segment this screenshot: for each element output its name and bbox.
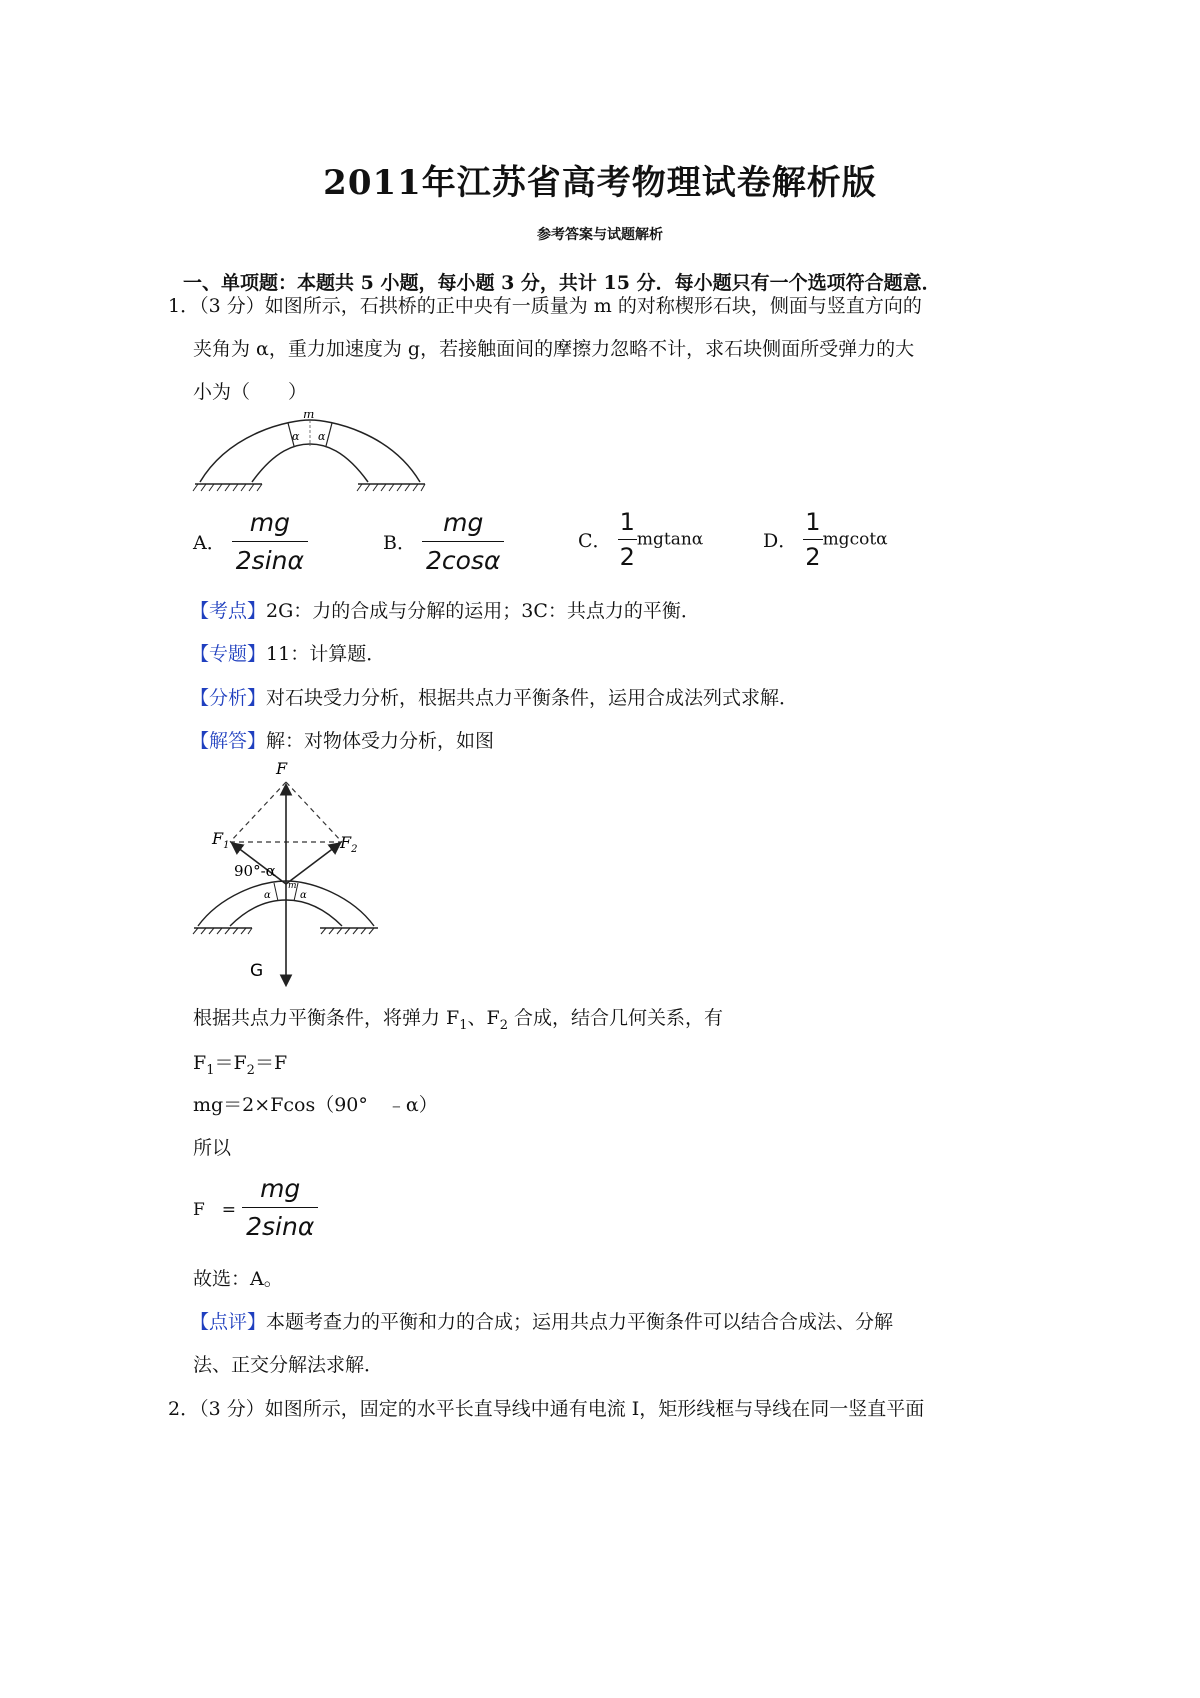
kaodian-text: 2G：力的合成与分解的运用；3C：共点力的平衡． xyxy=(266,600,700,622)
fig1-label-alpha-left: α xyxy=(292,430,300,443)
fig2-label-F2-sub: 2 xyxy=(351,844,358,855)
option-c-numerator: 1 xyxy=(618,508,637,540)
option-d xyxy=(763,508,888,571)
sol1-part-c: 合成，结合几何关系，有 xyxy=(507,1007,724,1029)
option-c xyxy=(578,508,703,571)
fig2-label-angle: 90°-α xyxy=(234,862,276,880)
option-d-tail: mgcotα xyxy=(822,529,888,550)
sol2-sub2: 2 xyxy=(246,1062,255,1078)
sol1-part-b: 、F xyxy=(467,1007,500,1029)
option-c-fraction xyxy=(618,508,637,571)
fig2-label-F2-main: F xyxy=(340,833,352,852)
section-heading: 一、单项题：本题共 5 小题，每小题 3 分，共计 15 分．每小题只有一个选项符合题意． xyxy=(183,272,941,294)
jieda-text: 解：对物体受力分析，如图 xyxy=(266,730,495,752)
fig2-label-F: F xyxy=(276,759,288,778)
option-b-label: B． xyxy=(383,532,416,554)
q1-line3: 小为（ ） xyxy=(193,381,308,403)
zhuanti-text: 11：计算题． xyxy=(266,643,386,665)
sol1-sub1: 1 xyxy=(459,1017,468,1033)
solution-line3: mg＝2×Fcos（90° ﹣α） xyxy=(193,1094,438,1116)
arch-bridge-figure xyxy=(190,412,430,494)
fig2-label-F1 xyxy=(211,829,229,851)
dianping-tag: 【点评】 xyxy=(190,1311,267,1333)
option-b-denominator: 2cosα xyxy=(426,546,501,575)
solution-line4: 所以 xyxy=(193,1137,232,1159)
option-c-tail: mgtanα xyxy=(636,529,704,550)
fig2-label-m: m xyxy=(288,881,297,891)
sol2-part-b: ＝F xyxy=(214,1052,247,1074)
option-c-denominator: 2 xyxy=(619,543,635,571)
option-d-label: D． xyxy=(763,530,798,552)
page-title: 2011年江苏省高考物理试卷解析版 xyxy=(323,163,877,203)
jieda-tag: 【解答】 xyxy=(190,730,267,752)
q2-line1: 2．（3 分）如图所示，固定的水平长直导线中通有电流 I，矩形线框与导线在同一竖直平面 xyxy=(168,1398,925,1420)
fenxi-text: 对石块受力分析，根据共点力平衡条件，运用合成法列式求解． xyxy=(266,687,799,709)
fig2-label-F2 xyxy=(339,833,357,855)
option-b-fraction xyxy=(422,508,504,575)
kaodian-tag: 【考点】 xyxy=(190,600,267,622)
answer-line: 故选：A。 xyxy=(193,1268,283,1290)
sol2-sub1: 1 xyxy=(206,1062,215,1078)
solution-line1 xyxy=(193,1003,723,1033)
fig2-label-F1-main: F xyxy=(212,829,224,848)
fig1-label-m: m xyxy=(303,412,315,421)
option-b-numerator: mg xyxy=(422,508,504,542)
force-diagram-figure xyxy=(190,756,390,992)
fig1-label-alpha-right: α xyxy=(318,430,326,443)
fenxi-tag: 【分析】 xyxy=(190,687,267,709)
dianping-text1: 本题考查力的平衡和力的合成；运用共点力平衡条件可以结合合成法、分解 xyxy=(266,1311,894,1333)
sol2-part-c: ＝F xyxy=(254,1052,288,1074)
page-subtitle: 参考答案与试题解析 xyxy=(537,227,663,243)
sol5-denominator: 2sinα xyxy=(246,1212,315,1241)
option-c-label: C． xyxy=(578,530,612,552)
q1-line1: 1．（3 分）如图所示，石拱桥的正中央有一质量为 m 的对称楔形石块，侧面与竖直方向的 xyxy=(168,295,922,317)
option-b xyxy=(383,508,504,575)
option-a-fraction xyxy=(232,508,308,575)
option-d-fraction xyxy=(803,508,822,571)
sol1-sub2: 2 xyxy=(499,1017,508,1033)
option-a-label: A． xyxy=(193,532,226,554)
sol1-part-a: 根据共点力平衡条件，将弹力 F xyxy=(193,1007,460,1029)
fig2-label-G: G xyxy=(250,961,264,981)
solution-line2 xyxy=(193,1048,287,1078)
zhuanti-row xyxy=(190,639,385,666)
kaodian-row xyxy=(190,596,700,623)
fig2-label-alpha-left: α xyxy=(264,890,271,901)
sol5-lhs: F = xyxy=(193,1200,237,1220)
jieda-row xyxy=(190,726,494,753)
option-a xyxy=(193,508,308,575)
sol5-numerator: mg xyxy=(242,1174,318,1208)
dianping-line2: 法、正交分解法求解． xyxy=(193,1354,384,1376)
fenxi-row xyxy=(190,683,798,710)
fig2-label-F1-sub: 1 xyxy=(223,840,230,851)
sol2-part-a: F xyxy=(193,1052,207,1074)
sol5-fraction xyxy=(242,1174,318,1241)
zhuanti-tag: 【专题】 xyxy=(190,643,267,665)
option-a-denominator: 2sinα xyxy=(235,546,304,575)
solution-line5 xyxy=(193,1174,318,1241)
option-d-numerator: 1 xyxy=(803,508,822,540)
option-a-numerator: mg xyxy=(232,508,308,542)
q1-line2: 夹角为 α，重力加速度为 g，若接触面间的摩擦力忽略不计，求石块侧面所受弹力的大 xyxy=(193,338,915,360)
dianping-row xyxy=(190,1307,893,1334)
option-d-denominator: 2 xyxy=(805,543,821,571)
fig2-label-alpha-right: α xyxy=(300,890,307,901)
